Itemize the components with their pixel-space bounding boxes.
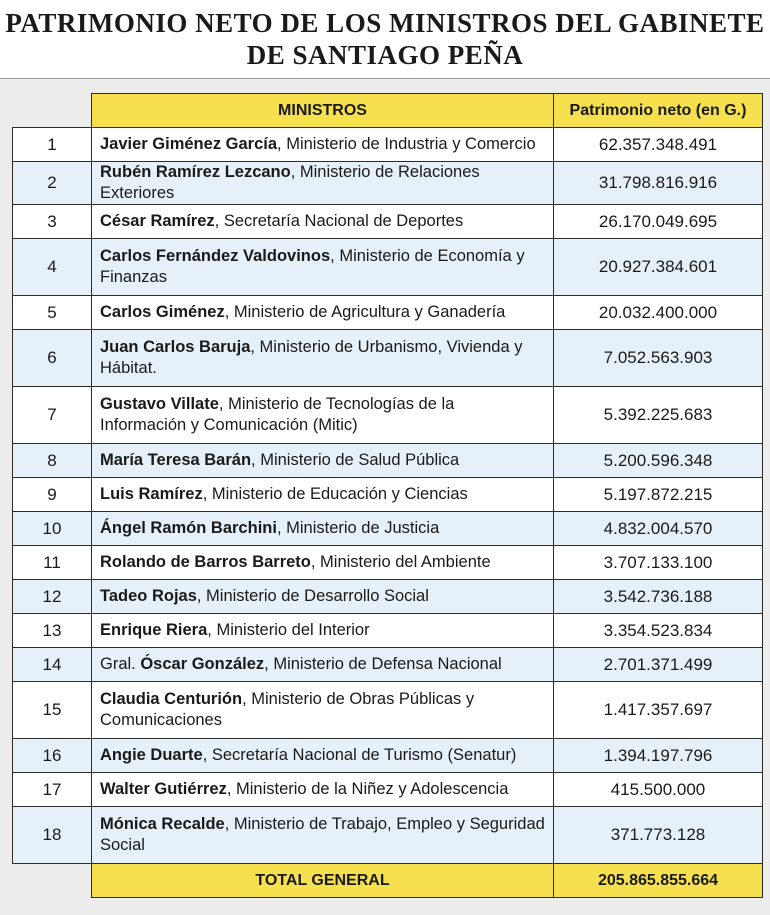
minister-cell xyxy=(92,739,554,773)
minister-name: María Teresa Barán xyxy=(100,451,252,469)
table-area xyxy=(0,79,770,915)
table-row xyxy=(13,478,763,512)
minister-cell xyxy=(92,546,554,580)
ministry-name: , Ministerio del Interior xyxy=(207,621,370,639)
minister-prefix: Gral. xyxy=(100,655,141,673)
table-row xyxy=(13,580,763,614)
ministry-name: , Secretaría Nacional de Deportes xyxy=(214,212,464,230)
table-row xyxy=(13,512,763,546)
minister-cell xyxy=(92,205,554,239)
header-blank-cell xyxy=(13,94,92,128)
minister-cell xyxy=(92,478,554,512)
row-number: 13 xyxy=(13,614,92,648)
minister-cell xyxy=(92,580,554,614)
table-row xyxy=(13,128,763,162)
table-row xyxy=(13,296,763,330)
table-row xyxy=(13,444,763,478)
table-row xyxy=(13,387,763,444)
minister-cell xyxy=(92,512,554,546)
row-number: 12 xyxy=(13,580,92,614)
minister-name: Óscar González xyxy=(140,655,265,673)
header-ministers: MINISTROS xyxy=(92,94,554,128)
ministry-name: , Ministerio de Educación y Ciencias xyxy=(202,485,468,503)
ministry-name: , Ministerio de Industria y Comercio xyxy=(277,135,536,153)
row-number: 14 xyxy=(13,648,92,682)
minister-cell xyxy=(92,330,554,387)
minister-name: Enrique Riera xyxy=(100,621,208,639)
minister-name: Ángel Ramón Barchini xyxy=(100,519,277,537)
minister-cell xyxy=(92,162,554,205)
table-row xyxy=(13,739,763,773)
page-title-line-1: PATRIMONIO NETO DE LOS MINISTROS DEL GABINETE xyxy=(5,8,765,38)
table-row xyxy=(13,330,763,387)
minister-cell xyxy=(92,807,554,864)
row-number: 4 xyxy=(13,239,92,296)
ministers-table xyxy=(12,93,763,898)
minister-cell xyxy=(92,387,554,444)
minister-cell xyxy=(92,296,554,330)
header-net-worth: Patrimonio neto (en G.) xyxy=(554,94,763,128)
row-number: 16 xyxy=(13,739,92,773)
ministry-name: , Ministerio de la Niñez y Adolescencia xyxy=(226,780,509,798)
net-worth-value: 371.773.128 xyxy=(554,807,763,864)
row-number: 17 xyxy=(13,773,92,807)
table-row xyxy=(13,648,763,682)
minister-cell xyxy=(92,614,554,648)
ministry-name: , Ministerio de Salud Pública xyxy=(251,451,460,469)
minister-cell xyxy=(92,128,554,162)
total-blank-cell xyxy=(13,864,92,898)
net-worth-value: 3.354.523.834 xyxy=(554,614,763,648)
ministry-name: , Secretaría Nacional de Turismo (Senatur) xyxy=(202,746,517,764)
net-worth-value: 4.832.004.570 xyxy=(554,512,763,546)
row-number: 18 xyxy=(13,807,92,864)
page-title-line-2: DE SANTIAGO PEÑA xyxy=(246,40,524,70)
minister-cell xyxy=(92,648,554,682)
net-worth-value: 5.197.872.215 xyxy=(554,478,763,512)
ministry-name: , Ministerio de Urbanismo, Vivienda y Hábitat. xyxy=(100,338,523,377)
row-number: 3 xyxy=(13,205,92,239)
net-worth-value: 26.170.049.695 xyxy=(554,205,763,239)
net-worth-value: 31.798.816.916 xyxy=(554,162,763,205)
minister-name: Javier Giménez García xyxy=(100,135,278,153)
minister-name: Walter Gutiérrez xyxy=(100,780,227,798)
ministry-name: , Ministerio de Trabajo, Empleo y Seguridad Social xyxy=(100,815,545,854)
row-number: 7 xyxy=(13,387,92,444)
minister-name: Carlos Fernández Valdovinos xyxy=(100,247,331,265)
ministry-name: , Ministerio de Agricultura y Ganadería xyxy=(224,303,506,321)
minister-name: César Ramírez xyxy=(100,212,215,230)
net-worth-value: 415.500.000 xyxy=(554,773,763,807)
row-number: 1 xyxy=(13,128,92,162)
net-worth-value: 62.357.348.491 xyxy=(554,128,763,162)
table-row xyxy=(13,773,763,807)
title-block xyxy=(0,0,770,79)
row-number: 9 xyxy=(13,478,92,512)
minister-cell xyxy=(92,239,554,296)
minister-name: Gustavo Villate xyxy=(100,395,219,413)
net-worth-value: 1.417.357.697 xyxy=(554,682,763,739)
net-worth-value: 7.052.563.903 xyxy=(554,330,763,387)
ministry-name: , Ministerio de Defensa Nacional xyxy=(264,655,502,673)
ministry-name: , Ministerio de Justicia xyxy=(276,519,440,537)
net-worth-value: 1.394.197.796 xyxy=(554,739,763,773)
net-worth-value: 20.927.384.601 xyxy=(554,239,763,296)
minister-cell xyxy=(92,682,554,739)
ministry-name: , Ministerio de Relaciones Exteriores xyxy=(100,163,480,202)
total-row xyxy=(13,864,763,898)
table-row xyxy=(13,682,763,739)
row-number: 11 xyxy=(13,546,92,580)
row-number: 5 xyxy=(13,296,92,330)
table-row xyxy=(13,614,763,648)
row-number: 15 xyxy=(13,682,92,739)
minister-cell xyxy=(92,444,554,478)
minister-name: Juan Carlos Baruja xyxy=(100,338,251,356)
table-row xyxy=(13,239,763,296)
net-worth-value: 20.032.400.000 xyxy=(554,296,763,330)
table-row xyxy=(13,807,763,864)
total-value: 205.865.855.664 xyxy=(554,864,763,898)
net-worth-value: 3.542.736.188 xyxy=(554,580,763,614)
ministry-name: , Ministerio de Tecnologías de la Información y Comunicación (Mitic) xyxy=(100,395,455,434)
row-number: 10 xyxy=(13,512,92,546)
minister-name: Tadeo Rojas xyxy=(100,587,197,605)
net-worth-value: 2.701.371.499 xyxy=(554,648,763,682)
minister-name: Carlos Giménez xyxy=(100,303,225,321)
minister-name: Luis Ramírez xyxy=(100,485,203,503)
table-row xyxy=(13,162,763,205)
minister-name: Rubén Ramírez Lezcano xyxy=(100,163,291,181)
row-number: 2 xyxy=(13,162,92,205)
minister-name: Mónica Recalde xyxy=(100,815,225,833)
net-worth-value: 5.392.225.683 xyxy=(554,387,763,444)
net-worth-value: 3.707.133.100 xyxy=(554,546,763,580)
net-worth-value: 5.200.596.348 xyxy=(554,444,763,478)
minister-cell xyxy=(92,773,554,807)
table-row xyxy=(13,546,763,580)
ministry-name: , Ministerio de Economía y Finanzas xyxy=(100,247,525,286)
ministry-name: , Ministerio de Desarrollo Social xyxy=(196,587,429,605)
table-row xyxy=(13,205,763,239)
row-number: 8 xyxy=(13,444,92,478)
minister-name: Claudia Centurión xyxy=(100,690,243,708)
total-label: TOTAL GENERAL xyxy=(92,864,554,898)
ministry-name: , Ministerio del Ambiente xyxy=(310,553,491,571)
row-number: 6 xyxy=(13,330,92,387)
minister-name: Rolando de Barros Barreto xyxy=(100,553,311,571)
minister-name: Angie Duarte xyxy=(100,746,203,764)
ministry-name: , Ministerio de Obras Públicas y Comunicaciones xyxy=(100,690,475,729)
